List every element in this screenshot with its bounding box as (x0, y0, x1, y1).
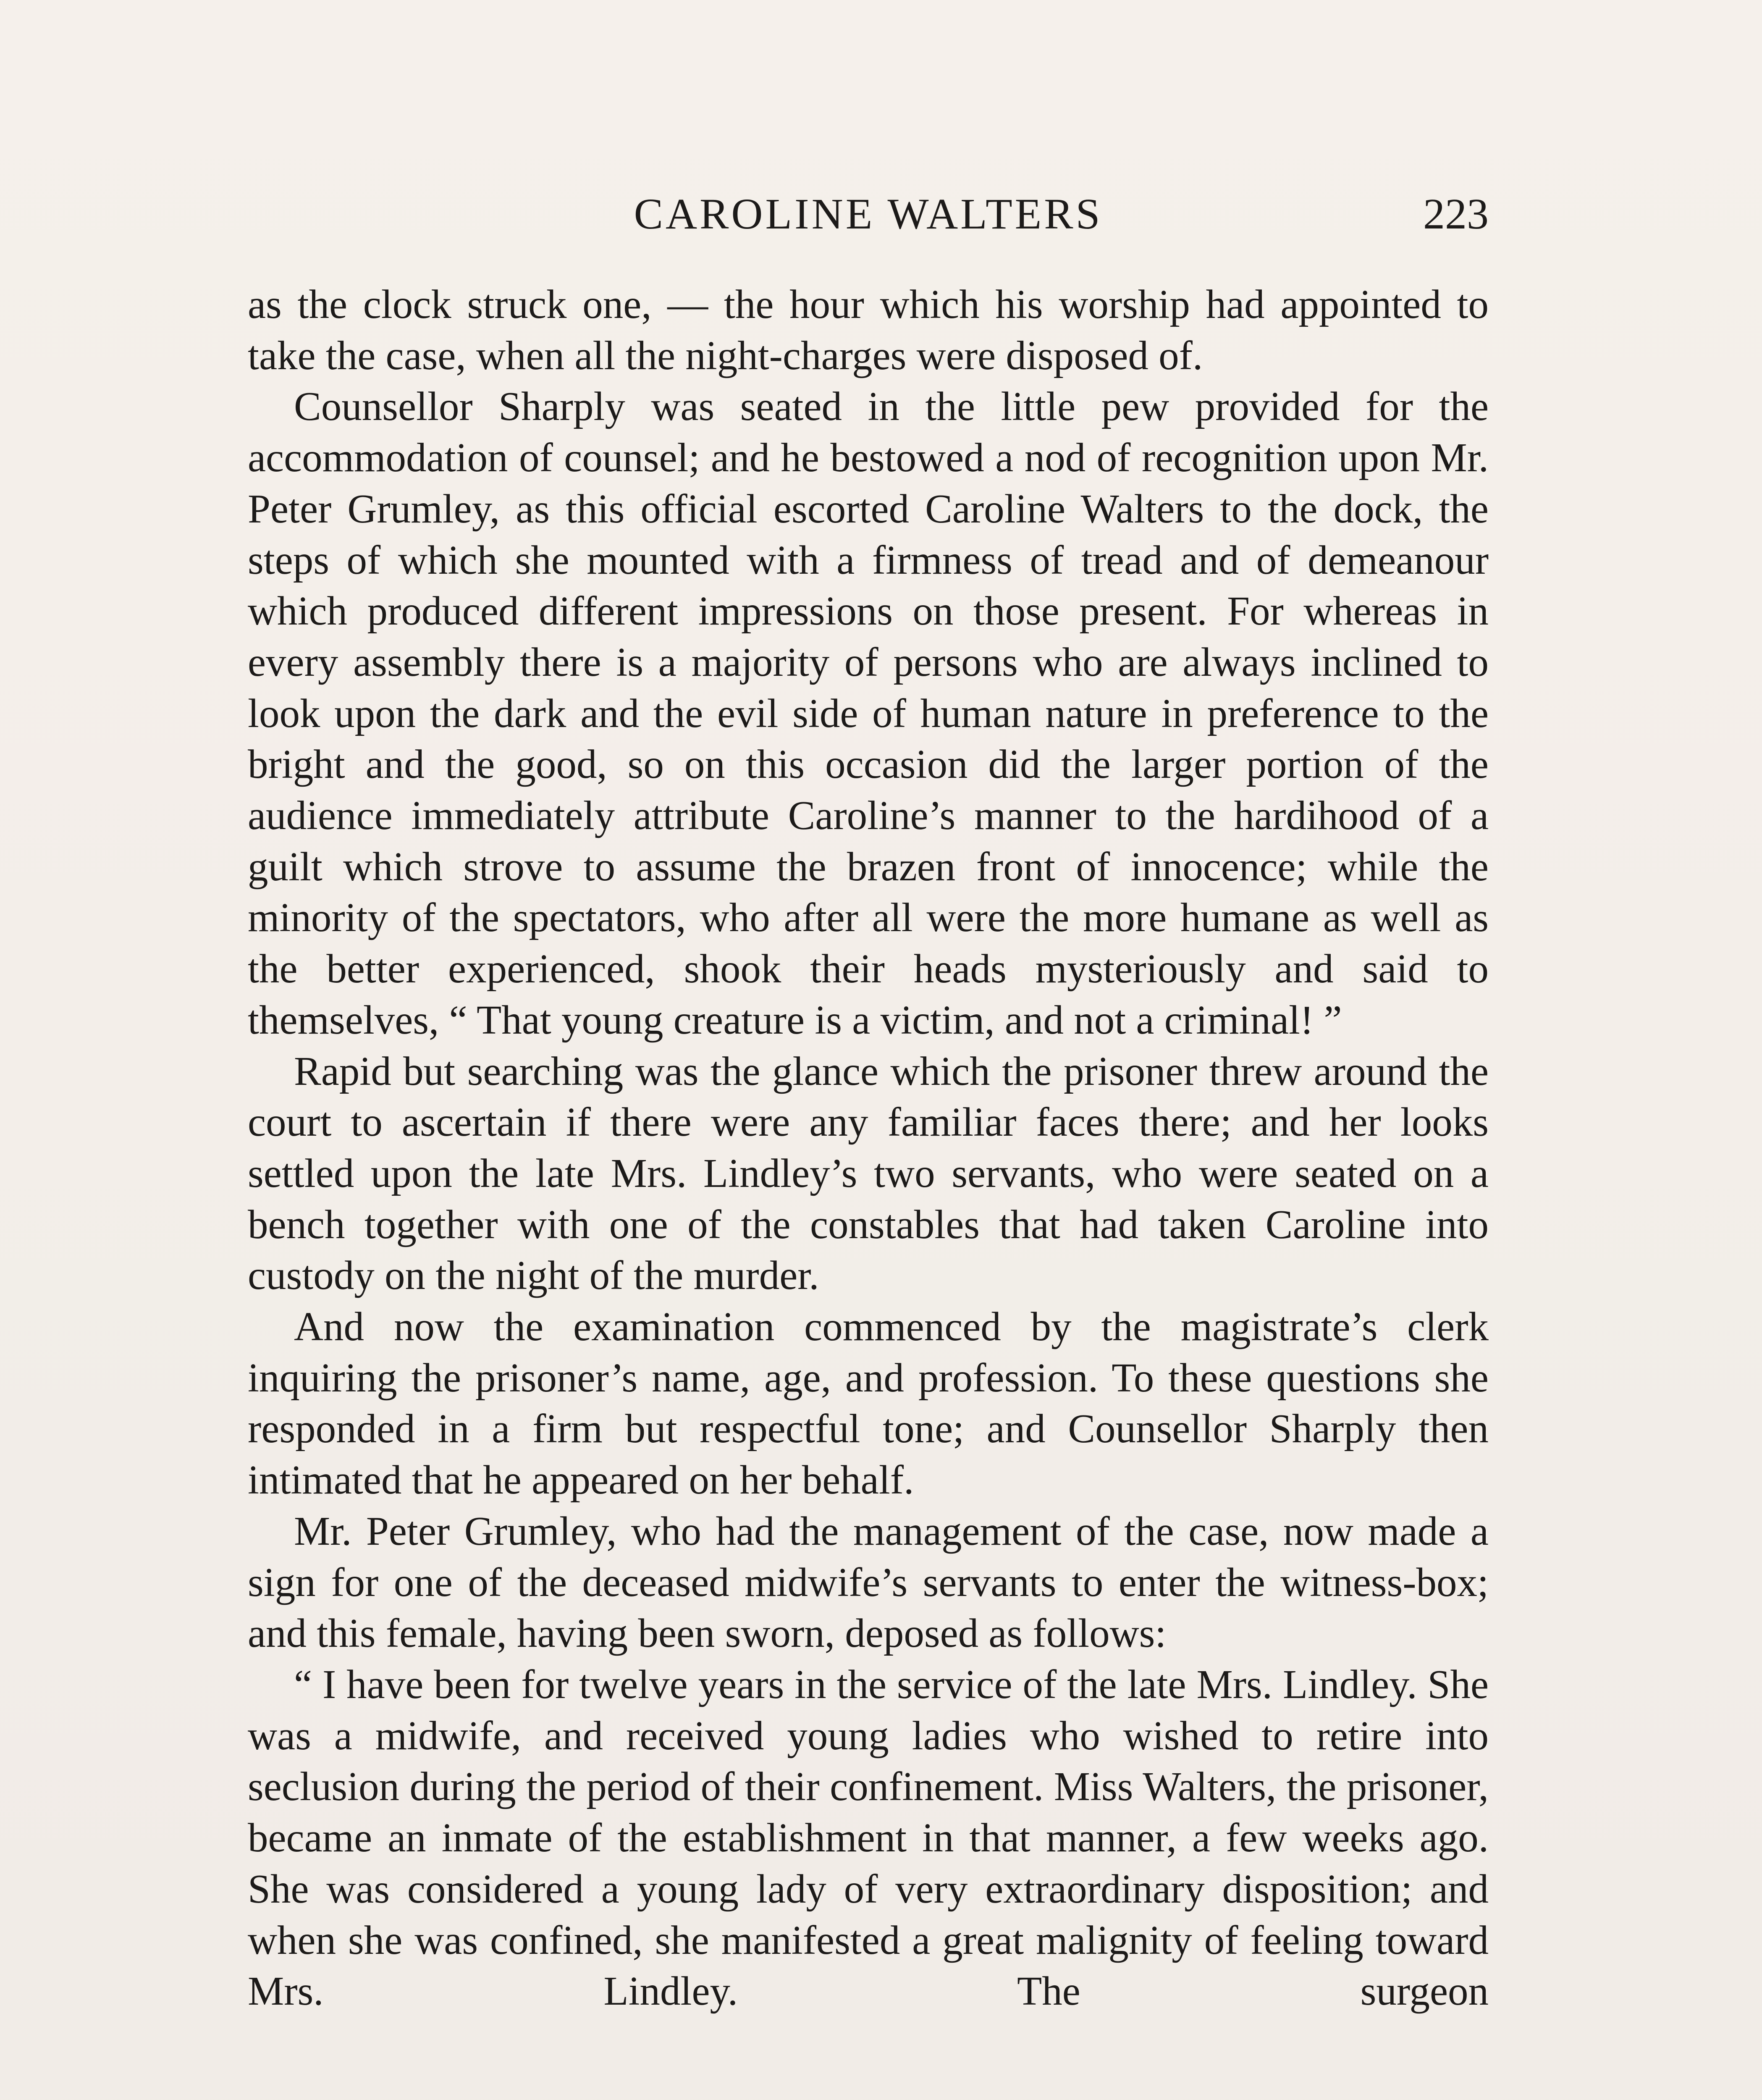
paragraph: Rapid but searching was the glance which the prisoner threw around the court to ascertain if there were any familiar faces there; and her looks settled upon the late Mrs. Lindley’s two servants, who were seated on a bench together with one of the constables that had taken Caroline into custody on the night of the murder. (248, 1048, 1489, 1298)
paragraph: And now the examination commenced by the magistrate’s clerk inquiring the prisoner’s name, age, and profession. To these questions she responded in a firm but respectful tone; and Counsellor Sharply then intimated that he appeared on her behalf. (248, 1304, 1489, 1503)
page-number: 223 (1423, 190, 1489, 238)
paragraph-testimony: “ I have been for twelve years in the service of the late Mrs. Lindley. She was a midwife, and received young ladies who wished to retire into seclusion during the period of their confinement. Miss Walters, the prisoner, became an inmate of the establishment in that manner, a few weeks ago. She was considered a young lady of very extraordinary disposition; and when she was confined, she manifested a great malignity of feeling toward Mrs. Lindley. The surgeon (248, 1662, 1489, 2014)
paragraph-continuation: as the clock struck one, — the hour which his worship had appointed to take the case, when all the night-charges were disposed of. (248, 282, 1489, 378)
paragraph: Mr. Peter Grumley, who had the management of the case, now made a sign for one of the deceased midwife’s servants to enter the witness-box; and this female, having been sworn, deposed as follows: (248, 1508, 1489, 1656)
page-header (248, 181, 1489, 248)
paragraph: Counsellor Sharply was seated in the little pew provided for the accommodation of counsel; and he bestowed a nod of recognition upon Mr. Peter Grumley, as this official escorted Caroline Walters to the dock, the steps of which she mounted with a firmness of tread and of demeanour which produced different impressions on those present. For whereas in every assembly there is a majority of persons who are always inclined to look upon the dark and the evil side of human nature in preference to the bright and the good, so on this occasion did the larger portion of the audience immediately attribute Caroline’s manner to the hardihood of a guilt which strove to assume the brazen front of innocence; while the minority of the spectators, who after all were the more humane as well as the better experienced, shook their heads mysteriously and said to themselves, “ That young creature is a victim, and not a criminal! ” (248, 384, 1489, 1042)
body-text (248, 279, 1489, 2017)
running-title: CAROLINE WALTERS (634, 190, 1103, 238)
